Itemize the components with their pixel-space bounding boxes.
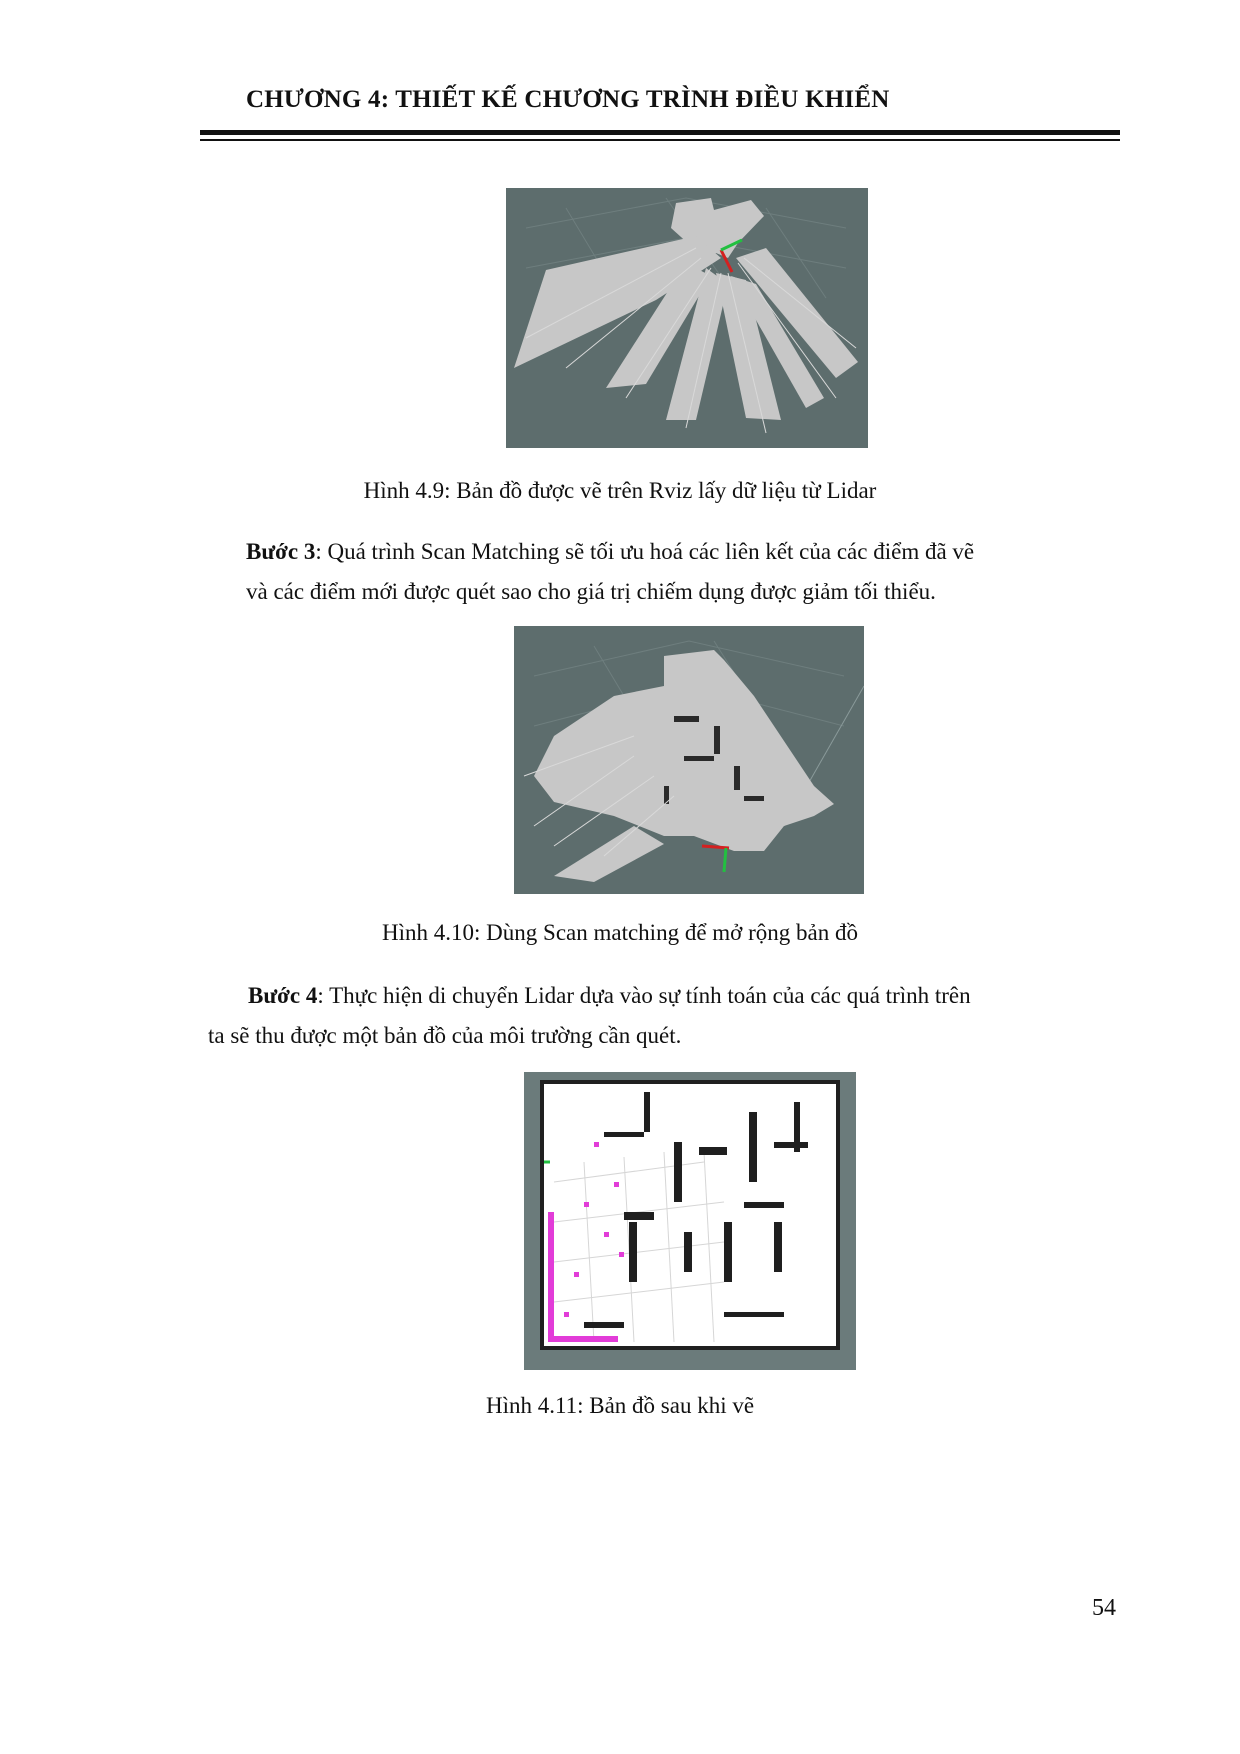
figure-caption-4-10: Hình 4.10: Dùng Scan matching để mở rộng bản đồ [382, 920, 858, 945]
page-header [200, 86, 1120, 114]
figure-rviz-map-initial [506, 188, 868, 448]
step-3-line1: : Quá trình Scan Matching sẽ tối ưu hoá các liên kết của các điểm đã vẽ [315, 539, 975, 564]
figure-caption-4-11: Hình 4.11: Bản đồ sau khi vẽ [485, 1393, 755, 1418]
step-3-continuation: và các điểm mới được quét sao cho giá trị chiếm dụng được giảm tối thiểu. [246, 579, 936, 604]
step-4-line1: : Thực hiện di chuyển Lidar dựa vào sự tính toán của các quá trình trên [317, 983, 971, 1008]
step-3-paragraph [246, 532, 1126, 572]
figure-caption-4-9: Hình 4.9: Bản đồ được vẽ trên Rviz lấy dữ liệu từ Lidar [363, 478, 877, 503]
figure-scan-matching-map [514, 626, 864, 894]
step-4-label: Bước 4 [248, 983, 318, 1008]
header-rule-thin [200, 139, 1120, 141]
page-number: 54 [1092, 1595, 1116, 1621]
chapter-title: CHƯƠNG 4: THIẾT KẾ CHƯƠNG TRÌNH ĐIỀU KHIỂN [246, 86, 890, 113]
scan-matching-map-image [514, 626, 864, 894]
step-3-label: Bước 3 [246, 539, 316, 564]
final-map-image [524, 1072, 856, 1370]
step-4-continuation: ta sẽ thu được một bản đồ của môi trường cần quét. [208, 1023, 682, 1048]
rviz-initial-map-image [506, 188, 868, 448]
figure-final-map [524, 1072, 856, 1370]
header-rule-thick [200, 130, 1120, 135]
step-4-paragraph [248, 976, 1128, 1016]
